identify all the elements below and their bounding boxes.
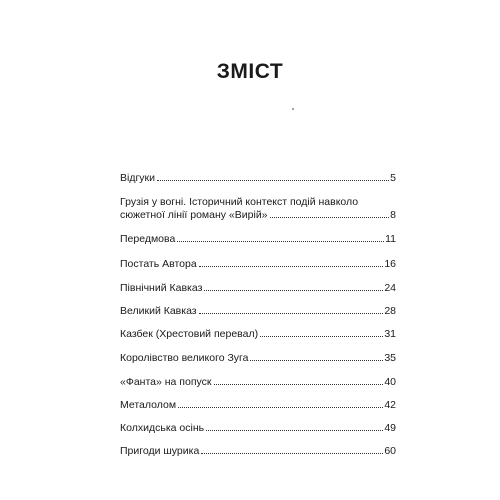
dot-leader bbox=[250, 360, 383, 361]
toc-entry bbox=[120, 282, 396, 295]
toc-entry-title: Північний Кавказ bbox=[120, 282, 203, 294]
toc-entry-title: Металолом bbox=[120, 399, 177, 411]
dot-leader bbox=[270, 217, 390, 218]
dot-leader bbox=[177, 241, 384, 242]
dot-leader bbox=[204, 290, 383, 291]
toc-entry-page: 42 bbox=[384, 399, 396, 411]
dot-leader bbox=[214, 384, 384, 385]
page-title: ЗМІСТ bbox=[216, 60, 284, 83]
toc-entry-title: Великий Кавказ bbox=[120, 305, 197, 317]
toc-entry-page: 31 bbox=[384, 328, 396, 340]
dot-leader bbox=[157, 180, 389, 181]
toc-entry-title: сюжетної лінії роману «Вирій» bbox=[120, 209, 268, 221]
toc-entry bbox=[120, 376, 396, 389]
toc-entry-title: Постать Автора bbox=[120, 258, 197, 270]
toc-entry-page: 8 bbox=[390, 209, 396, 221]
toc-entry bbox=[120, 196, 396, 222]
dot-leader bbox=[201, 453, 383, 454]
dot-leader bbox=[199, 313, 384, 314]
toc-entry bbox=[120, 445, 396, 458]
toc-entry bbox=[120, 328, 396, 341]
print-speck bbox=[292, 108, 294, 110]
toc-entry-title: Королівство великого Зуга bbox=[120, 352, 249, 364]
toc-entry-title: Казбек (Хрестовий перевал) bbox=[120, 328, 259, 340]
toc-entry-title-line1: Грузія у вогні. Історичний контекст подій навколо bbox=[120, 196, 359, 208]
toc-entry-page: 5 bbox=[390, 172, 396, 184]
toc-entry-page: 24 bbox=[384, 282, 396, 294]
toc-entry-title: «Фанта» на попуск bbox=[120, 376, 212, 388]
toc-entry bbox=[120, 352, 396, 365]
dot-leader bbox=[199, 266, 384, 267]
toc-entry-page: 16 bbox=[384, 258, 396, 270]
toc-entry bbox=[120, 172, 396, 185]
toc-entry-page: 60 bbox=[384, 445, 396, 457]
toc-entry-title: Передмова bbox=[120, 233, 176, 245]
toc-entry-page: 40 bbox=[384, 376, 396, 388]
toc-entry-page: 28 bbox=[384, 305, 396, 317]
toc-entry bbox=[120, 422, 396, 435]
dot-leader bbox=[178, 407, 383, 408]
toc-entry bbox=[120, 305, 396, 318]
toc-entry-title: Пригоди шурика bbox=[120, 445, 200, 457]
toc-entry bbox=[120, 399, 396, 412]
toc-entry-title: Колхидська осінь bbox=[120, 422, 205, 434]
dot-leader bbox=[206, 430, 383, 431]
toc-entry bbox=[120, 258, 396, 271]
toc-entry bbox=[120, 233, 396, 246]
toc-entry-page: 49 bbox=[384, 422, 396, 434]
toc-entry-page: 35 bbox=[384, 352, 396, 364]
toc-entry-page: 11 bbox=[385, 233, 396, 245]
dot-leader bbox=[260, 336, 383, 337]
toc-entry-title: Відгуки bbox=[120, 172, 156, 184]
